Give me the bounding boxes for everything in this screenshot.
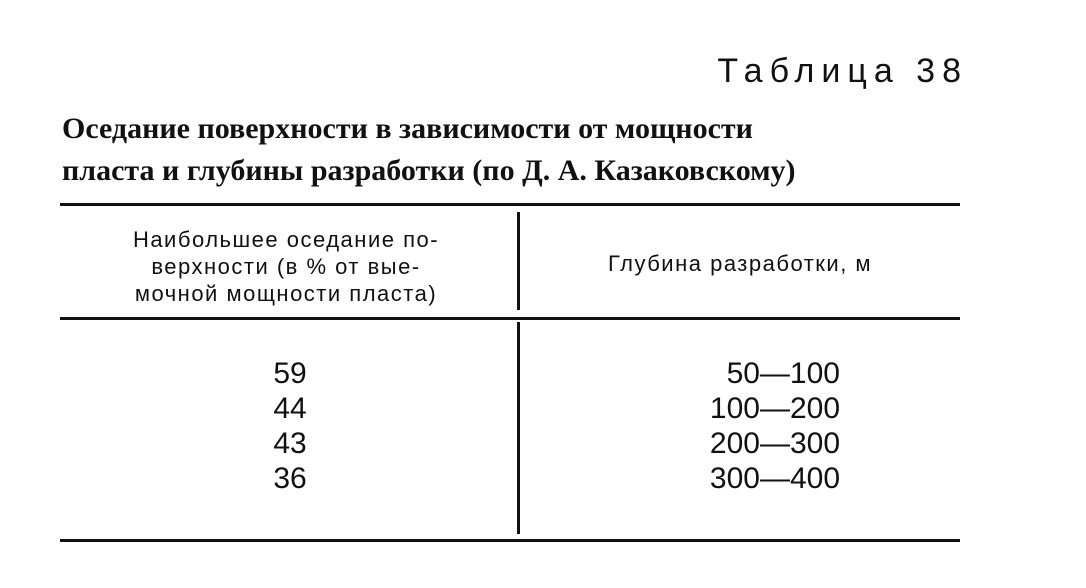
depth-cell: 300—400	[709, 462, 840, 495]
depth-column	[660, 356, 840, 496]
table-bottom-rule	[60, 539, 960, 542]
subsidence-column	[230, 356, 350, 496]
caption-line-1: Оседание поверхности в зависимости от мощности	[62, 112, 753, 145]
header-depth: Глубина разработки, м	[607, 251, 873, 276]
table-top-rule	[60, 203, 960, 206]
caption-line-2: пласта и глубины разработки (по Д. А. Казаковскому)	[62, 154, 796, 187]
body-divider	[517, 322, 520, 534]
depth-cell: 100—200	[709, 392, 840, 425]
subsidence-cell: 59	[273, 357, 307, 390]
depth-cell: 200—300	[709, 427, 840, 460]
header-subsidence: Наибольшее оседание по- верхности (в % от вые- мочной мощности пласта)	[132, 227, 440, 306]
table-caption	[62, 108, 962, 192]
subsidence-cell: 43	[273, 427, 307, 460]
table-number: Таблица 38	[717, 52, 968, 90]
table-header-rule	[60, 317, 960, 320]
subsidence-cell: 44	[273, 392, 307, 425]
subsidence-cell: 36	[273, 462, 307, 495]
depth-cell: 50—100	[726, 357, 840, 390]
